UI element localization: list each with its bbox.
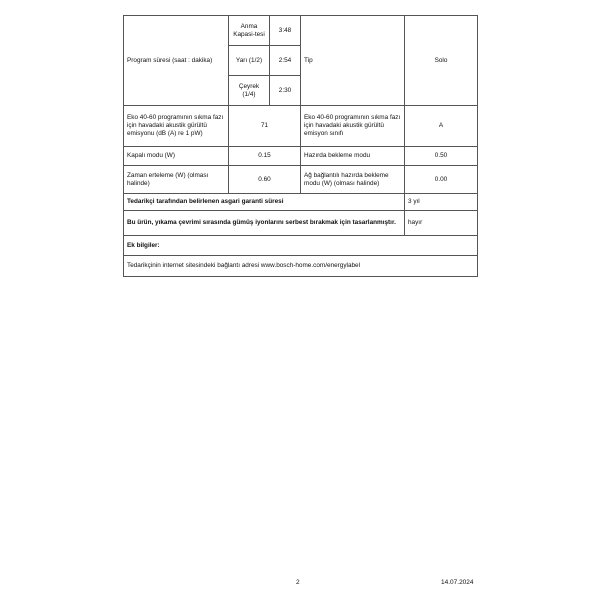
program-duration-row bbox=[124, 16, 478, 46]
silver-ion-row bbox=[124, 211, 478, 236]
networked-standby-label: Ağ bağlantılı hazırda bekleme modu (W) (olması halinde) bbox=[301, 166, 405, 194]
off-mode-label: Kapalı modu (W) bbox=[124, 147, 229, 166]
silver-ion-value: hayır bbox=[405, 211, 478, 236]
warranty-value: 3 yıl bbox=[405, 194, 478, 211]
off-mode-value: 0.15 bbox=[229, 147, 301, 166]
additional-info-row bbox=[124, 256, 478, 277]
program-quarter-label: Çeyrek (1/4) bbox=[229, 76, 270, 106]
program-rated-capacity-label: Anma Kapasi-tesi bbox=[229, 16, 270, 46]
page-date: 14.07.2024 bbox=[441, 579, 474, 586]
delay-start-label: Zaman erteleme (W) (olması halinde) bbox=[124, 166, 229, 194]
noise-emission-value: 71 bbox=[229, 106, 301, 147]
noise-row bbox=[124, 106, 478, 147]
silver-ion-label: Bu ürün, yıkama çevrimi sırasında gümüş iyonlarını serbest bırakmak için tasarlanmıştır. bbox=[124, 211, 405, 236]
standby-mode-value: 0.50 bbox=[405, 147, 478, 166]
additional-info-heading-row bbox=[124, 236, 478, 256]
delay-start-value: 0.60 bbox=[229, 166, 301, 194]
program-rated-capacity-value: 3:48 bbox=[270, 16, 301, 46]
type-value: Solo bbox=[405, 16, 478, 106]
product-info-table bbox=[123, 15, 478, 277]
warranty-label: Tedarikçi tarafından belirlenen asgari garanti süresi bbox=[124, 194, 405, 211]
delay-row bbox=[124, 166, 478, 194]
additional-info-text: Tedarikçinin internet sitesindeki bağlantı adresi www.bosch-home.com/energylabel bbox=[124, 256, 478, 277]
program-quarter-value: 2:30 bbox=[270, 76, 301, 106]
off-mode-row bbox=[124, 147, 478, 166]
networked-standby-value: 0.00 bbox=[405, 166, 478, 194]
standby-mode-label: Hazırda bekleme modu bbox=[301, 147, 405, 166]
program-duration-label: Program süresi (saat : dakika) bbox=[124, 16, 229, 106]
page-number: 2 bbox=[296, 579, 300, 586]
additional-info-heading: Ek bilgiler: bbox=[124, 236, 478, 256]
noise-class-value: A bbox=[405, 106, 478, 147]
noise-emission-label: Eko 40-60 programının sıkma fazı için havadaki akustik gürültü emisyonu (dB (A) re 1 pW) bbox=[124, 106, 229, 147]
noise-class-label: Eko 40-60 programının sıkma fazı için havadaki akustik gürültü emisyon sınıfı bbox=[301, 106, 405, 147]
type-label: Tip bbox=[301, 16, 405, 106]
program-half-label: Yarı (1/2) bbox=[229, 46, 270, 76]
warranty-row bbox=[124, 194, 478, 211]
program-half-value: 2:54 bbox=[270, 46, 301, 76]
